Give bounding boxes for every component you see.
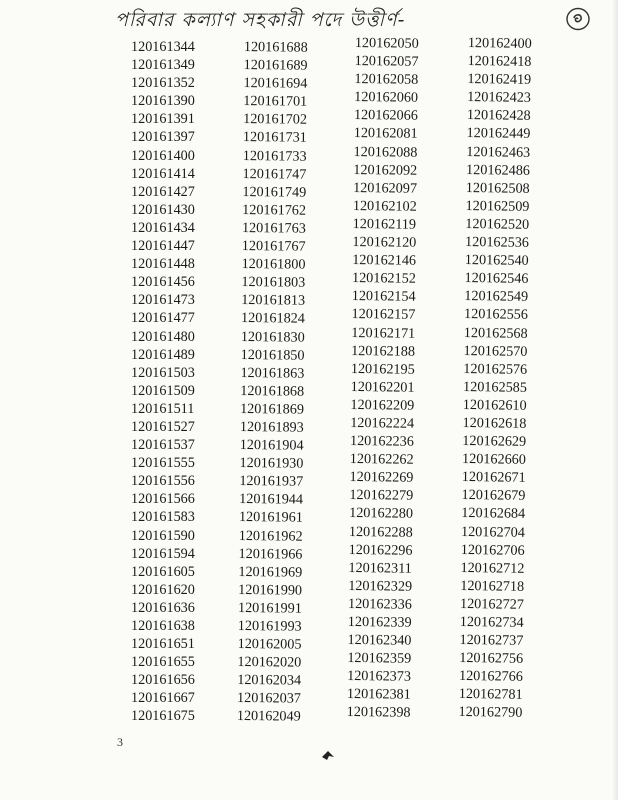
roll-number: 120162049: [236, 708, 301, 726]
roll-number: 120161397: [131, 129, 195, 146]
roll-number: 120161813: [241, 292, 306, 309]
page-number: 3: [117, 735, 123, 749]
roll-number: 120161930: [239, 455, 304, 472]
roll-number: 120161583: [131, 509, 195, 526]
roll-number: 120162585: [462, 378, 528, 396]
roll-number: 120161694: [243, 75, 308, 92]
roll-number: 120161937: [239, 473, 304, 490]
roll-number: 120161448: [131, 256, 195, 273]
circle-stamp-icon: [565, 6, 591, 32]
roll-number: 120161961: [238, 509, 303, 527]
roll-number: 120162706: [460, 541, 525, 559]
roll-number: 120162610: [462, 396, 527, 414]
roll-number: 120162336: [347, 595, 412, 613]
roll-number: 120162486: [465, 161, 531, 179]
roll-number: 120161991: [237, 599, 302, 617]
roll-number: 120162154: [351, 288, 416, 306]
roll-number: 120161605: [131, 563, 195, 580]
roll-number: 120162508: [465, 179, 530, 197]
roll-number: 120161636: [131, 599, 195, 616]
roll-number: 120161473: [131, 292, 195, 309]
roll-number: 120162269: [349, 469, 414, 486]
roll-number: 120162790: [458, 704, 523, 722]
roll-number: 120162060: [354, 89, 419, 107]
roll-number: 120162120: [352, 234, 417, 251]
roll-number: 120161511: [131, 400, 195, 417]
roll-number: 120162679: [461, 487, 526, 505]
roll-number: 120162081: [353, 125, 418, 143]
roll-number: 120161509: [131, 382, 195, 399]
roll-number: 120161868: [240, 382, 305, 400]
roll-number: 120161489: [131, 346, 195, 363]
roll-number: 120162556: [463, 306, 529, 324]
roll-number: 120162509: [465, 197, 530, 215]
roll-number: 120161763: [241, 219, 306, 237]
roll-number: 120162339: [347, 613, 412, 631]
roll-number: 120162463: [466, 143, 531, 161]
roll-number: 120162419: [467, 71, 532, 89]
roll-number: 120162119: [352, 215, 417, 233]
roll-number: 120161969: [238, 563, 303, 581]
roll-number: 120161447: [131, 238, 195, 255]
roll-number: 120162428: [466, 107, 531, 125]
roll-number: 120161762: [242, 201, 307, 219]
roll-number: 120161477: [131, 310, 195, 327]
roll-number: 120162449: [466, 125, 531, 143]
roll-number: 120161655: [131, 654, 195, 671]
roll-number: 120162066: [353, 107, 418, 125]
roll-number: 120161767: [241, 238, 306, 255]
roll-number: 120162037: [237, 690, 302, 708]
roll-number: 120162262: [349, 451, 414, 468]
scan-artifact-mark-icon: [320, 748, 336, 762]
roll-number: 120162576: [463, 360, 528, 378]
roll-number: 120162766: [458, 668, 523, 686]
roll-number: 120162288: [348, 523, 413, 541]
roll-number: 120161434: [131, 219, 195, 236]
roll-number: 120161993: [237, 617, 302, 635]
roll-number: 120161651: [131, 636, 195, 653]
roll-number: 120162756: [459, 650, 524, 668]
roll-number: 120162102: [352, 197, 417, 215]
roll-number: 120161803: [241, 274, 306, 291]
roll-number: 120162373: [347, 668, 412, 686]
roll-number: 120162671: [461, 469, 526, 487]
page-heading: পরিবার কল্যাণ সহকারী পদে উত্তীর্ণ-: [115, 9, 406, 31]
roll-number: 120161962: [238, 527, 303, 545]
roll-number: 120162570: [463, 342, 528, 360]
roll-number: 120161555: [131, 455, 195, 472]
roll-number: 120162201: [350, 378, 415, 396]
roll-number-column-2: [237, 38, 308, 726]
roll-number: 120161944: [239, 491, 304, 508]
roll-number: 120161747: [242, 165, 307, 183]
roll-number: 120162712: [460, 559, 525, 577]
roll-number: 120161749: [242, 183, 307, 201]
roll-number: 120162097: [353, 179, 418, 197]
roll-number: 120161904: [239, 437, 304, 454]
roll-number-column-3: [347, 34, 419, 722]
roll-number: 120162400: [467, 34, 532, 52]
roll-number: 120162660: [461, 451, 527, 469]
roll-number: 120161850: [240, 346, 305, 364]
roll-number: 120162423: [467, 89, 532, 107]
roll-number: 120162704: [460, 523, 526, 541]
roll-number: 120162340: [347, 632, 412, 649]
roll-number-columns: [0, 34, 618, 728]
roll-number: 120161731: [242, 129, 307, 147]
roll-number: 120162224: [350, 414, 415, 432]
roll-number: 120161480: [131, 328, 195, 345]
roll-number: 120161869: [240, 400, 305, 418]
roll-number: 120161556: [131, 473, 195, 490]
roll-number: 120161893: [239, 418, 304, 436]
roll-number: 120162311: [348, 559, 412, 577]
roll-number: 120162171: [351, 324, 416, 342]
roll-number: 120162005: [237, 636, 302, 653]
roll-number: 120162398: [346, 704, 411, 722]
roll-number: 120161675: [131, 708, 195, 725]
roll-number-column-1: [131, 38, 195, 726]
roll-number: 120161689: [243, 57, 308, 74]
roll-number: 120161430: [131, 201, 195, 218]
roll-number: 120162058: [354, 71, 419, 88]
roll-number: 120161733: [242, 147, 307, 165]
roll-number: 120161349: [131, 57, 195, 74]
roll-number: 120162236: [349, 433, 414, 450]
roll-number: 120161863: [240, 364, 305, 382]
roll-number: 120162188: [351, 342, 416, 360]
roll-number: 120161830: [240, 328, 305, 346]
roll-number: 120162296: [348, 541, 413, 559]
roll-number: 120162684: [461, 505, 526, 523]
roll-number: 120161391: [131, 111, 195, 128]
roll-number: 120162157: [351, 306, 416, 324]
roll-number: 120161824: [240, 310, 305, 328]
roll-number: 120161656: [131, 672, 195, 689]
roll-number: 120161966: [238, 545, 303, 563]
roll-number: 120162146: [352, 252, 417, 269]
roll-number: 120161537: [131, 437, 195, 454]
roll-number: 120162549: [464, 288, 529, 306]
roll-number: 120162737: [459, 632, 524, 649]
roll-number: 120162734: [459, 613, 524, 631]
roll-number: 120162568: [463, 324, 528, 342]
roll-number: 120161503: [131, 364, 195, 381]
roll-number: 120162727: [459, 595, 524, 613]
roll-number: 120162520: [465, 215, 530, 233]
roll-number: 120161527: [131, 418, 195, 435]
roll-number: 120162280: [349, 505, 414, 523]
roll-number: 120162418: [467, 53, 532, 70]
roll-number: 120161800: [241, 256, 306, 273]
roll-number: 120161456: [131, 274, 195, 291]
roll-number: 120161990: [238, 581, 303, 599]
roll-number: 120161352: [131, 75, 195, 92]
roll-number: 120162152: [351, 270, 416, 287]
roll-number: 120161390: [131, 93, 195, 110]
page-edge-shadow: [612, 0, 618, 800]
roll-number: 120162088: [353, 143, 418, 161]
roll-number: 120161414: [131, 165, 195, 182]
roll-number: 120161702: [243, 111, 308, 129]
roll-number: 120162020: [237, 654, 302, 671]
roll-number: 120162359: [347, 650, 412, 667]
roll-number: 120162329: [348, 577, 413, 595]
roll-number: 120161620: [131, 581, 195, 598]
roll-number: 120161344: [131, 39, 195, 55]
roll-number: 120161566: [131, 491, 195, 508]
roll-number: 120162536: [464, 234, 530, 251]
roll-number: 120162629: [462, 433, 527, 450]
roll-number: 120162718: [460, 577, 525, 595]
roll-number: 120162092: [353, 161, 418, 179]
roll-number: 120162279: [349, 487, 414, 505]
roll-number: 120162050: [354, 34, 419, 52]
roll-number: 120162781: [458, 686, 523, 704]
roll-number: 120162381: [346, 686, 411, 704]
roll-number: 120162618: [462, 414, 527, 432]
roll-number: 120161667: [131, 690, 195, 707]
roll-number: 120161594: [131, 545, 195, 562]
roll-number: 120162540: [464, 252, 529, 269]
roll-number: 120161688: [243, 38, 308, 56]
roll-number-column-4: [458, 34, 531, 722]
roll-number: 120161400: [131, 147, 195, 164]
roll-number: 120162546: [464, 270, 529, 288]
roll-number: 120161701: [243, 93, 308, 110]
roll-number: 120162057: [354, 53, 419, 70]
roll-number: 120162195: [350, 360, 415, 378]
roll-number: 120161638: [131, 618, 195, 634]
roll-number: 120162209: [350, 396, 415, 414]
roll-number: 120161427: [131, 183, 195, 200]
roll-number: 120162034: [237, 672, 302, 689]
roll-number: 120161590: [131, 527, 195, 544]
